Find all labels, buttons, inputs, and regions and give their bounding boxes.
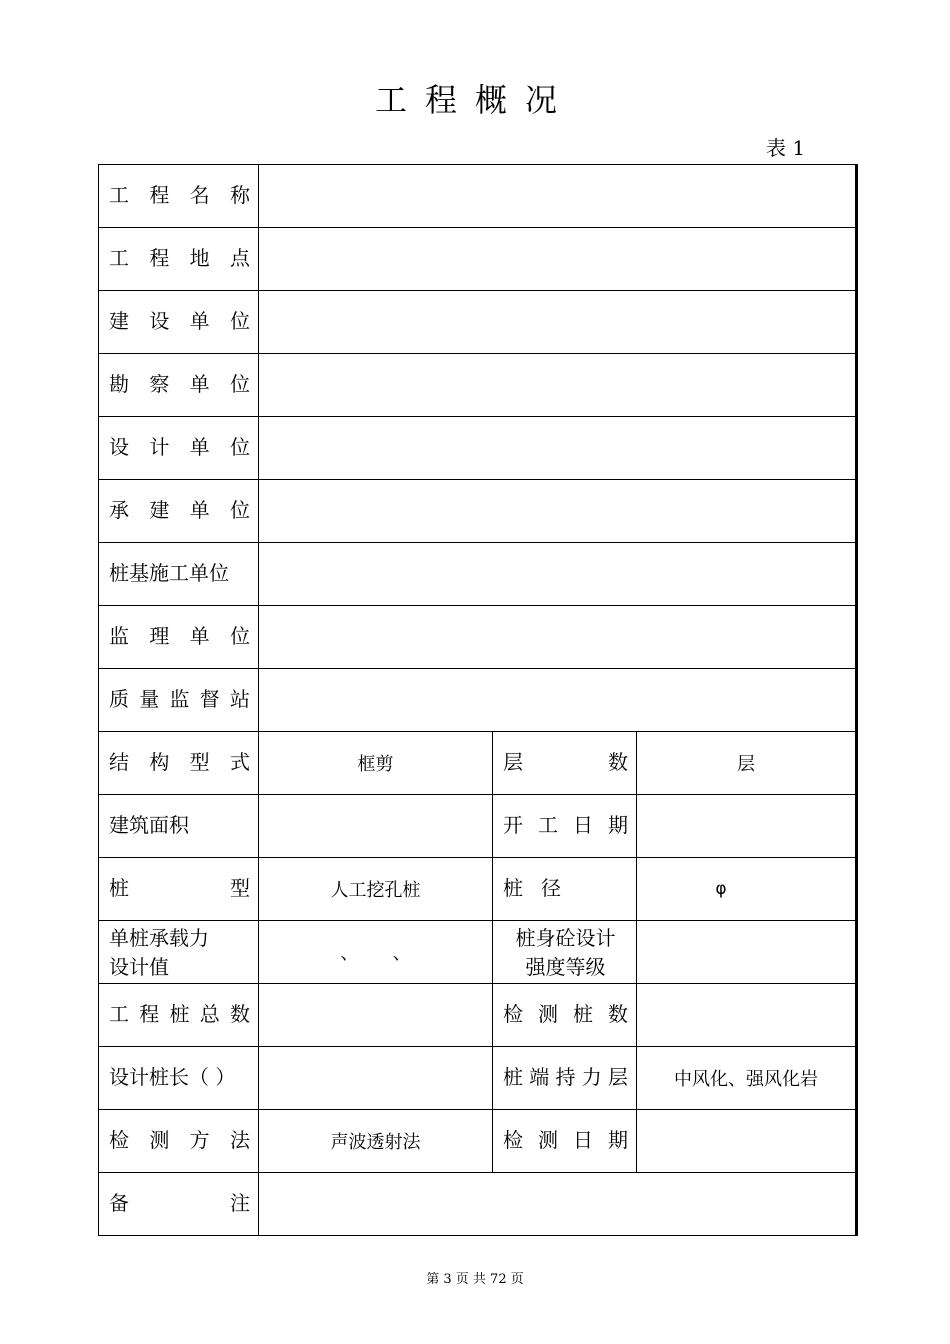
value-pile-foundation-unit[interactable] [259, 543, 857, 606]
label-contractor-unit: 承 建 单 位 [99, 480, 259, 543]
label-supervision-unit: 监 理 单 位 [99, 606, 259, 669]
table-row [99, 795, 857, 858]
value-survey-unit[interactable] [259, 354, 857, 417]
label-concrete-grade: 桩身砼设计 强度等级 [493, 921, 637, 984]
value-test-date[interactable] [637, 1110, 857, 1173]
label-pile-diameter: 桩 径 [493, 858, 637, 921]
table-row [99, 984, 857, 1047]
value-supervision-unit[interactable] [259, 606, 857, 669]
label-bearing-layer: 桩 端 持 力 层 [493, 1047, 637, 1110]
table-row [99, 606, 857, 669]
label-remark: 备 注 [99, 1173, 259, 1236]
label-floors: 层 数 [493, 732, 637, 795]
label-design-unit: 设 计 单 位 [99, 417, 259, 480]
label-test-date: 检 测 日 期 [493, 1110, 637, 1173]
label-project-location: 工 程 地 点 [99, 228, 259, 291]
project-overview-table [98, 164, 858, 1236]
table-row [99, 732, 857, 795]
value-remark[interactable] [259, 1173, 857, 1236]
label-tested-piles: 检 测 桩 数 [493, 984, 637, 1047]
table-row [99, 921, 857, 984]
label-pile-foundation-unit: 桩基施工单位 [99, 543, 259, 606]
value-bearing-capacity[interactable]: 、 、 [259, 921, 493, 984]
value-tested-piles[interactable] [637, 984, 857, 1047]
label-construction-unit: 建 设 单 位 [99, 291, 259, 354]
value-test-method[interactable]: 声波透射法 [259, 1110, 493, 1173]
table-row [99, 291, 857, 354]
table-row [99, 1110, 857, 1173]
value-floors[interactable]: 层 [637, 732, 857, 795]
table-row [99, 858, 857, 921]
table-row [99, 417, 857, 480]
label-structure-type: 结 构 型 式 [99, 732, 259, 795]
page-footer: 第 3 页 共 72 页 [426, 1272, 524, 1287]
value-contractor-unit[interactable] [259, 480, 857, 543]
label-total-piles: 工 程 桩 总 数 [99, 984, 259, 1047]
label-building-area: 建筑面积 [99, 795, 259, 858]
table-row [99, 1173, 857, 1236]
value-building-area[interactable] [259, 795, 493, 858]
table-row [99, 480, 857, 543]
label-start-date: 开 工 日 期 [493, 795, 637, 858]
label-pile-type: 桩 型 [99, 858, 259, 921]
label-quality-station: 质 量 监 督 站 [99, 669, 259, 732]
label-bearing-capacity: 单桩承载力 设计值 [99, 921, 259, 984]
value-bearing-layer[interactable]: 中风化、强风化岩 [637, 1047, 857, 1110]
label-survey-unit: 勘 察 单 位 [99, 354, 259, 417]
table-row [99, 165, 857, 228]
value-concrete-grade[interactable] [637, 921, 857, 984]
table-number: 表 1 [766, 136, 806, 160]
table-row [99, 669, 857, 732]
value-project-location[interactable] [259, 228, 857, 291]
value-start-date[interactable] [637, 795, 857, 858]
value-quality-station[interactable] [259, 669, 857, 732]
table-row [99, 354, 857, 417]
value-structure-type[interactable]: 框剪 [259, 732, 493, 795]
page-title: 工程概况 [374, 81, 575, 119]
label-pile-length: 设计桩长（ ） [99, 1047, 259, 1110]
value-pile-diameter[interactable]: φ [637, 858, 857, 921]
value-construction-unit[interactable] [259, 291, 857, 354]
table-row [99, 228, 857, 291]
table-row [99, 1047, 857, 1110]
label-project-name: 工 程 名 称 [99, 165, 259, 228]
label-test-method: 检 测 方 法 [99, 1110, 259, 1173]
value-pile-length[interactable] [259, 1047, 493, 1110]
value-design-unit[interactable] [259, 417, 857, 480]
value-total-piles[interactable] [259, 984, 493, 1047]
table-row [99, 543, 857, 606]
value-pile-type[interactable]: 人工挖孔桩 [259, 858, 493, 921]
value-project-name[interactable] [259, 165, 857, 228]
